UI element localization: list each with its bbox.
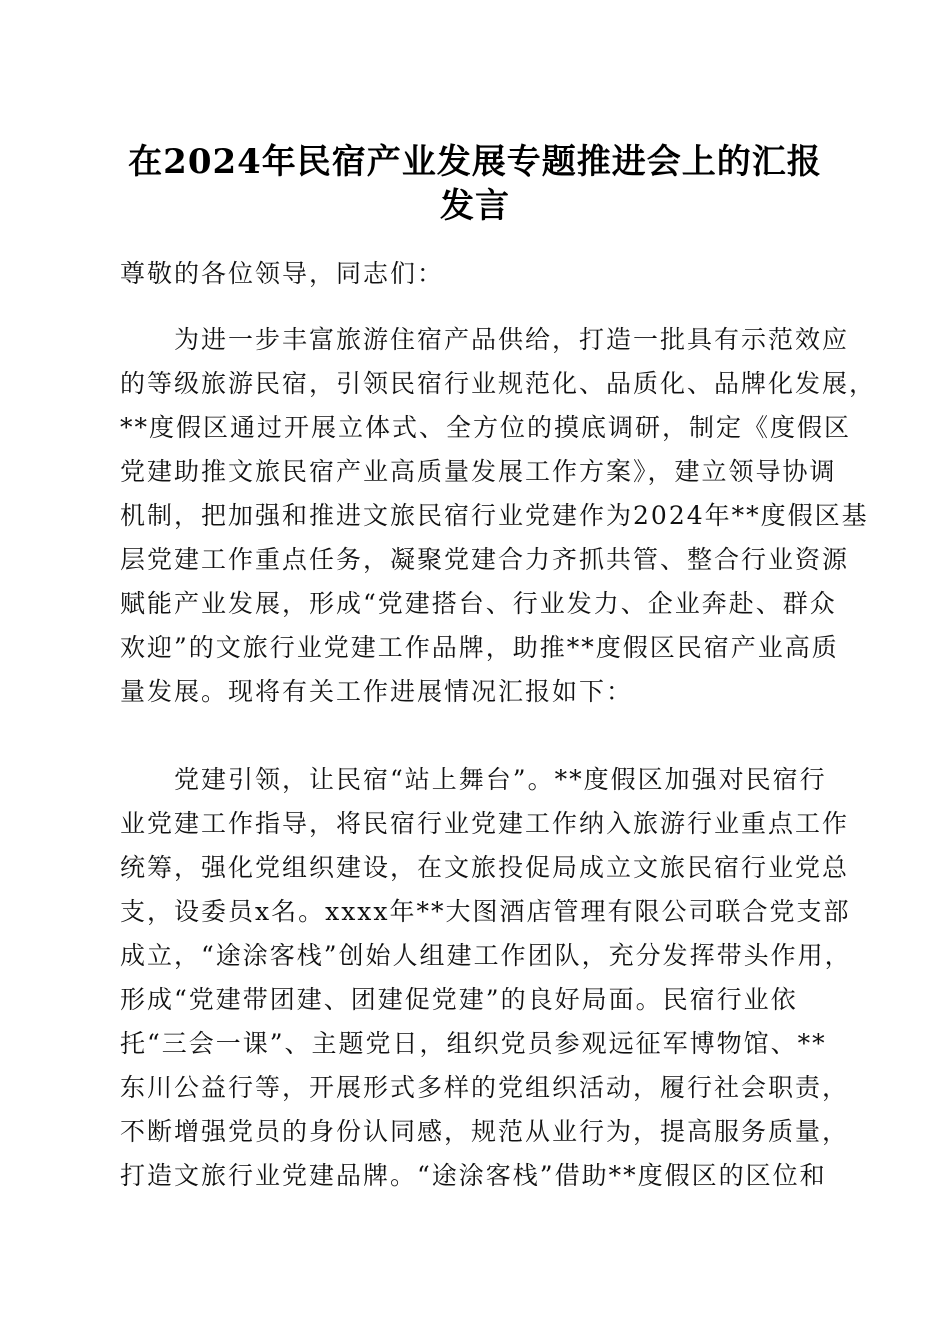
paragraph-line: 党建助推文旅民宿产业高质量发展工作方案》，建立领导协调 [120, 457, 837, 486]
paragraph-line: 支，设委员x名。xxxx年**大图酒店管理有限公司联合党支部 [120, 897, 851, 926]
paragraph-line: 形成“党建带团建、团建促党建”的良好局面。民宿行业依 [120, 985, 798, 1014]
paragraph-line: 党建引领，让民宿“站上舞台”。**度假区加强对民宿行 [120, 765, 827, 794]
paragraph-intro [120, 318, 877, 714]
paragraph-party-building [120, 758, 852, 1198]
paragraph-line: 量发展。现将有关工作进展情况汇报如下： [120, 677, 634, 706]
paragraph-line: 为进一步丰富旅游住宿产品供给，打造一批具有示范效应 [120, 325, 850, 354]
paragraph-line: 东川公益行等，开展形式多样的党组织活动，履行社会职责， [120, 1073, 850, 1102]
paragraph-line: 打造文旅行业党建品牌。“途涂客栈”借助**度假区的区位和 [120, 1161, 827, 1190]
paragraph-line: 托“三会一课”、主题党日，组织党员参观远征军博物馆、** [120, 1029, 827, 1058]
paragraph-line: **度假区通过开展立体式、全方位的摸底调研，制定《度假区 [120, 413, 852, 442]
paragraph-line: 机制，把加强和推进文旅民宿行业党建作为2024年**度假区基 [120, 501, 869, 530]
document-title-line-1: 在2024年民宿产业发展专题推进会上的汇报 [128, 142, 822, 182]
document-title-line-2: 发言 [440, 186, 510, 226]
paragraph-line: 成立，“途涂客栈”创始人组建工作团队，充分发挥带头作用， [120, 941, 852, 970]
paragraph-line: 的等级旅游民宿，引领民宿行业规范化、品质化、品牌化发展， [120, 369, 877, 398]
paragraph-line: 业党建工作指导，将民宿行业党建工作纳入旅游行业重点工作 [120, 809, 850, 838]
paragraph-line: 不断增强党员的身份认同感，规范从业行为，提高服务质量， [120, 1117, 850, 1146]
salutation: 尊敬的各位领导，同志们： [120, 259, 445, 288]
paragraph-line: 层党建工作重点任务，凝聚党建合力齐抓共管、整合行业资源 [120, 545, 850, 574]
paragraph-line: 欢迎”的文旅行业党建工作品牌，助推**度假区民宿产业高质 [120, 633, 839, 662]
paragraph-line: 统筹，强化党组织建设，在文旅投促局成立文旅民宿行业党总 [120, 853, 850, 882]
paragraph-line: 赋能产业发展，形成“党建搭台、行业发力、企业奔赴、群众 [120, 589, 837, 618]
